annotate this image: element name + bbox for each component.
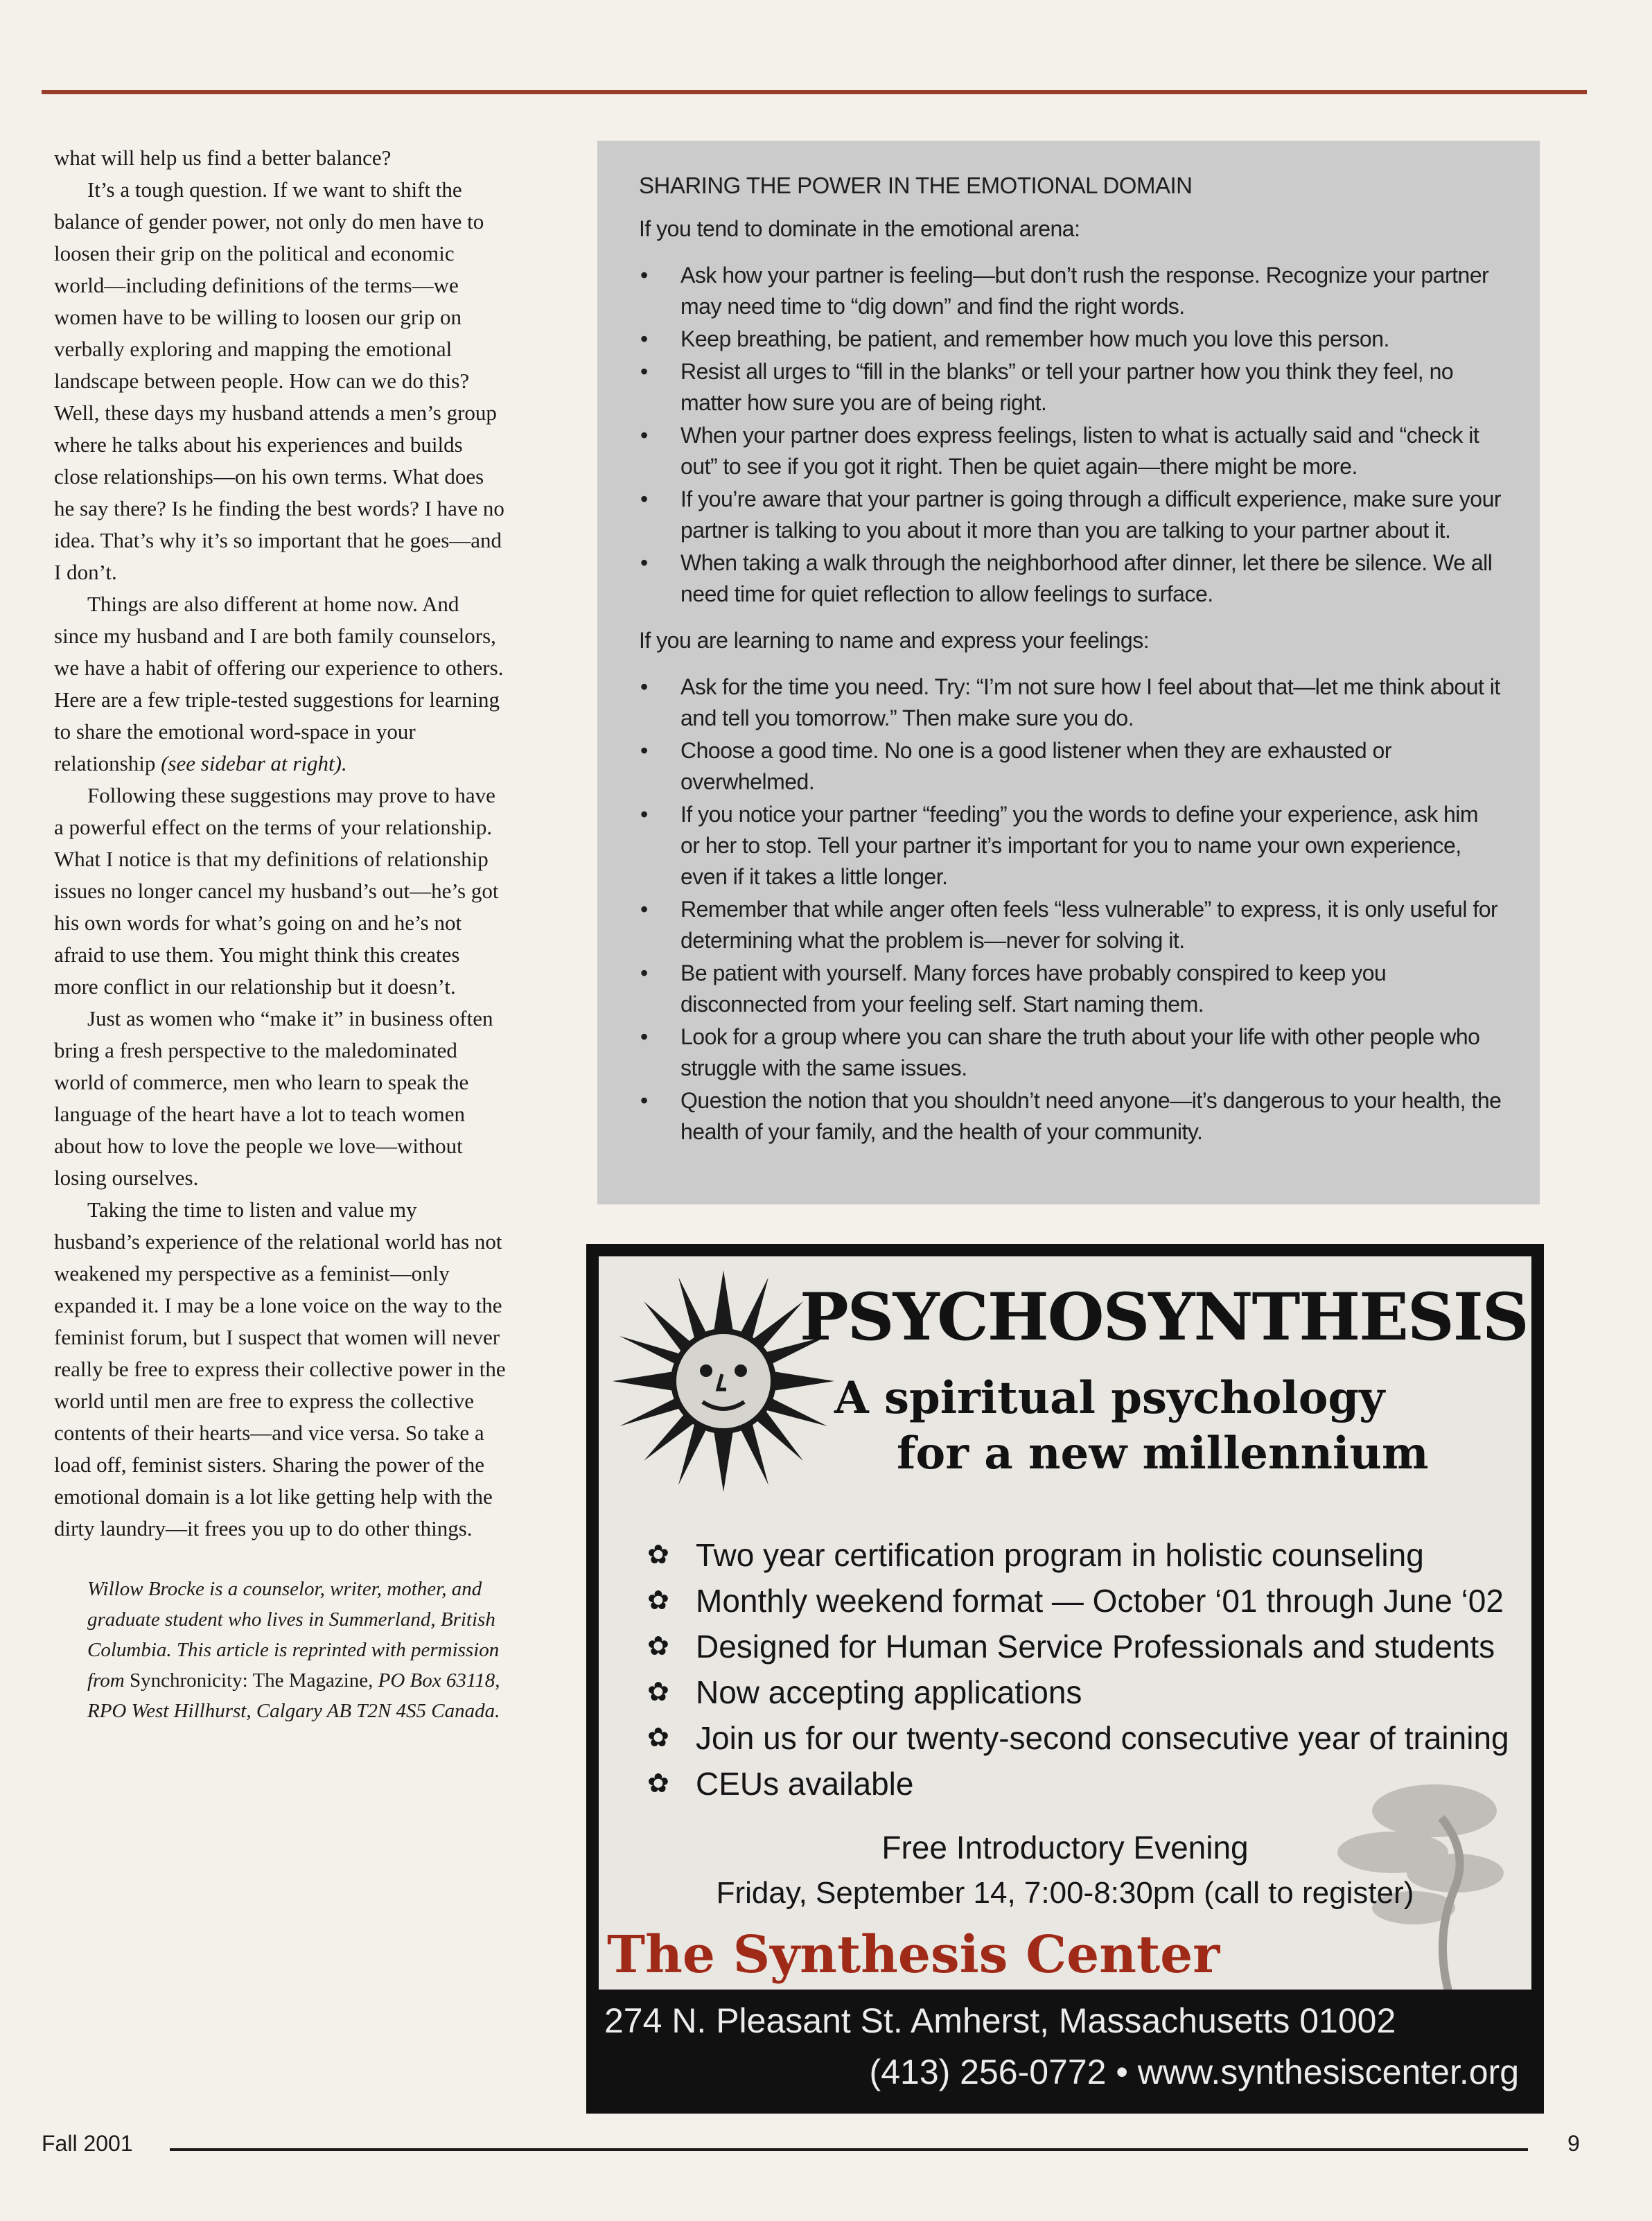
bullet-icon: • xyxy=(640,326,648,351)
article-paragraph: Following these suggestions may prove to have a powerful effect on the terms of your relationship. What I notice is that my definitions of relationship issues no longer cancel my husband’s out—he’s got his own words for what’s going on and he’s not afraid to use them. You might think this creates more conflict in our relationship but it doesn’t. xyxy=(54,783,499,999)
list-item xyxy=(639,324,1502,355)
flower-icon: ✿ xyxy=(647,1723,669,1753)
ad-address: 274 N. Pleasant St. Amherst, Massachusetts 01002 xyxy=(604,2001,1396,2040)
list-item xyxy=(647,1669,1509,1715)
bio-text: Willow Brocke is a counselor, writer, mother, and graduate student who lives in Summerland, British Columbia. This article is reprinted with permission from xyxy=(87,1578,500,1692)
list-item-text: CEUs available xyxy=(696,1766,914,1802)
bio-publication: Synchronicity: The Magazine, xyxy=(129,1669,374,1692)
ad-phone-web: (413) 256-0772 • www.synthesiscenter.org xyxy=(869,2053,1519,2091)
sidebar-reference: (see sidebar at right). xyxy=(161,751,347,775)
list-item-text: Remember that while anger often feels “less vulnerable” to express, it is only useful for determining what the problem is—never for solving it. xyxy=(680,897,1498,953)
bullet-icon: • xyxy=(640,486,648,511)
bullet-icon: • xyxy=(640,897,648,922)
list-item-text: Be patient with yourself. Many forces have probably conspired to keep you disconnected from your feeling self. Start naming them. xyxy=(680,960,1387,1017)
list-item xyxy=(639,260,1502,322)
article-text: Things are also different at home now. And since my husband and I are both family counselors, we have a habit of offering our experience to others. Here are a few triple-tested suggestions for learning to share the emotional word-space in your relationship xyxy=(54,592,504,775)
flower-icon: ✿ xyxy=(647,1632,669,1661)
list-item xyxy=(647,1624,1509,1669)
ad-event-date: Friday, September 14, 7:00-8:30pm (call to register) xyxy=(716,1876,1414,1910)
article-paragraph xyxy=(54,588,508,780)
bullet-icon: • xyxy=(640,359,648,384)
sidebar-box xyxy=(597,141,1540,1204)
list-item xyxy=(639,958,1502,1020)
ad-tagline-line2: for a new millennium xyxy=(897,1428,1429,1480)
list-item xyxy=(639,420,1502,482)
list-item-text: Monthly weekend format — October ‘01 through June ‘02 xyxy=(696,1583,1504,1619)
bullet-icon: • xyxy=(640,423,648,448)
issue-label: Fall 2001 xyxy=(42,2131,133,2156)
list-item-text: Choose a good time. No one is a good listener when they are exhausted or overwhelmed. xyxy=(680,738,1391,794)
list-item-text: Question the notion that you shouldn’t need anyone—it’s dangerous to your health, the health of your family, and the health of your community. xyxy=(680,1088,1502,1144)
list-item-text: If you notice your partner “feeding” you the words to define your experience, ask him or her to stop. Tell your partner it’s important for you to name your own experience, even if it takes a little longer. xyxy=(680,802,1479,889)
sidebar-intro-dominate: If you tend to dominate in the emotional arena: xyxy=(639,216,1080,241)
article-paragraph: It’s a tough question. If we want to shift the balance of gender power, not only do men have to loosen their grip on the political and economic world—including definitions of the terms—we women have to be willing to loosen our grip on verbally exploring and mapping the emotional landscape between people. How can we do this? Well, these days my husband attends a men’s group where he talks about his experiences and builds close relationships—on his own terms. What does he say there? Is he finding the best words? I have no idea. That’s why it’s so important that he goes—and I don’t. xyxy=(54,177,504,584)
bio-address: PO Box 63118, RPO West Hillhurst, Calgary AB T2N 4S5 Canada. xyxy=(87,1669,500,1722)
list-item-text: If you’re aware that your partner is going through a difficult experience, make sure your partner is talking to you about it more than you are talking to your partner about it. xyxy=(680,486,1502,543)
ad-tagline-line1: A spiritual psychology xyxy=(834,1372,1385,1424)
list-item-text: Designed for Human Service Professionals and students xyxy=(696,1629,1495,1665)
list-item-text: Ask for the time you need. Try: “I’m not sure how I feel about that—let me think about it and tell you tomorrow.” Then make sure you do. xyxy=(680,674,1500,730)
flower-icon: ✿ xyxy=(647,1678,669,1707)
ad-panel xyxy=(599,1256,1531,1990)
list-item xyxy=(639,799,1502,893)
sidebar-intro-learning: If you are learning to name and express your feelings: xyxy=(639,628,1150,653)
list-item-text: Ask how your partner is feeling—but don’t rush the response. Recognize your partner may need time to “dig down” and find the right words. xyxy=(680,263,1489,319)
list-item xyxy=(639,356,1502,419)
sidebar-list-learning xyxy=(639,671,1502,1148)
ad-free-evening: Free Introductory Evening xyxy=(881,1829,1249,1866)
article-paragraph: what will help us find a better balance? xyxy=(54,146,392,170)
bullet-icon: • xyxy=(640,802,648,827)
list-item xyxy=(639,484,1502,546)
top-rule xyxy=(42,90,1587,94)
bullet-icon: • xyxy=(640,550,648,575)
bullet-icon: • xyxy=(640,1024,648,1049)
ad-feature-list xyxy=(647,1532,1509,1807)
list-item xyxy=(647,1532,1509,1578)
list-item xyxy=(639,547,1502,610)
flower-icon: ✿ xyxy=(647,1769,669,1798)
article-column xyxy=(54,142,508,1726)
footer-rule xyxy=(170,2148,1528,2151)
list-item xyxy=(639,1021,1502,1084)
bullet-icon: • xyxy=(640,1088,648,1113)
article-paragraph: Just as women who “make it” in business often bring a fresh perspective to the maledominated world of commerce, men who learn to speak the language of the heart have a lot to teach women about how to love the people we love—without losing ourselves. xyxy=(54,1006,493,1190)
bullet-icon: • xyxy=(640,263,648,288)
list-item xyxy=(639,671,1502,734)
list-item xyxy=(647,1715,1509,1761)
list-item xyxy=(639,894,1502,956)
article-paragraph: Taking the time to listen and value my husband’s experience of the relational world has not weakened my perspective as a feminist—only expanded it. I may be a lone voice on the way to the feminist forum, but I suspect that women will never really be free to express their collective power in the world until men are free to express the collective contents of their hearts—and vice versa. So take a load off, feminist sisters. Sharing the power of the emotional domain is a lot like getting help with the dirty laundry—it frees you up to do other things. xyxy=(54,1197,506,1540)
list-item-text: Resist all urges to “fill in the blanks” or tell your partner how you think they feel, no matter how sure you are of being right. xyxy=(680,359,1454,415)
page-number: 9 xyxy=(1567,2131,1580,2156)
list-item-text: Join us for our twenty-second consecutive year of training xyxy=(696,1720,1509,1756)
list-item-text: Now accepting applications xyxy=(696,1674,1082,1710)
list-item xyxy=(647,1578,1509,1624)
list-item xyxy=(639,1085,1502,1148)
ad-title: PSYCHOSYNTHESIS xyxy=(800,1279,1528,1355)
list-item-text: Look for a group where you can share the truth about your life with other people who struggle with the same issues. xyxy=(680,1024,1480,1080)
list-item-text: When your partner does express feelings, listen to what is actually said and “check it out” to see if you got it right. Then be quiet again—there might be more. xyxy=(680,423,1479,479)
list-item xyxy=(639,735,1502,798)
sidebar-list-dominate xyxy=(639,260,1502,610)
list-item-text: Keep breathing, be patient, and remember how much you love this person. xyxy=(680,326,1389,351)
bullet-icon: • xyxy=(640,960,648,985)
list-item-text: Two year certification program in holistic counseling xyxy=(696,1537,1424,1573)
flower-icon: ✿ xyxy=(647,1586,669,1615)
flower-icon: ✿ xyxy=(647,1540,669,1570)
sidebar-title: SHARING THE POWER IN THE EMOTIONAL DOMAIN xyxy=(639,173,1193,198)
psychosynthesis-ad xyxy=(586,1244,1544,2114)
bullet-icon: • xyxy=(640,738,648,763)
bullet-icon: • xyxy=(640,674,648,699)
author-bio xyxy=(54,1574,508,1726)
list-item-text: When taking a walk through the neighborhood after dinner, let there be silence. We all need time for quiet reflection to allow feelings to surface. xyxy=(680,550,1493,606)
ad-center-name: The Synthesis Center xyxy=(607,1925,1220,1985)
